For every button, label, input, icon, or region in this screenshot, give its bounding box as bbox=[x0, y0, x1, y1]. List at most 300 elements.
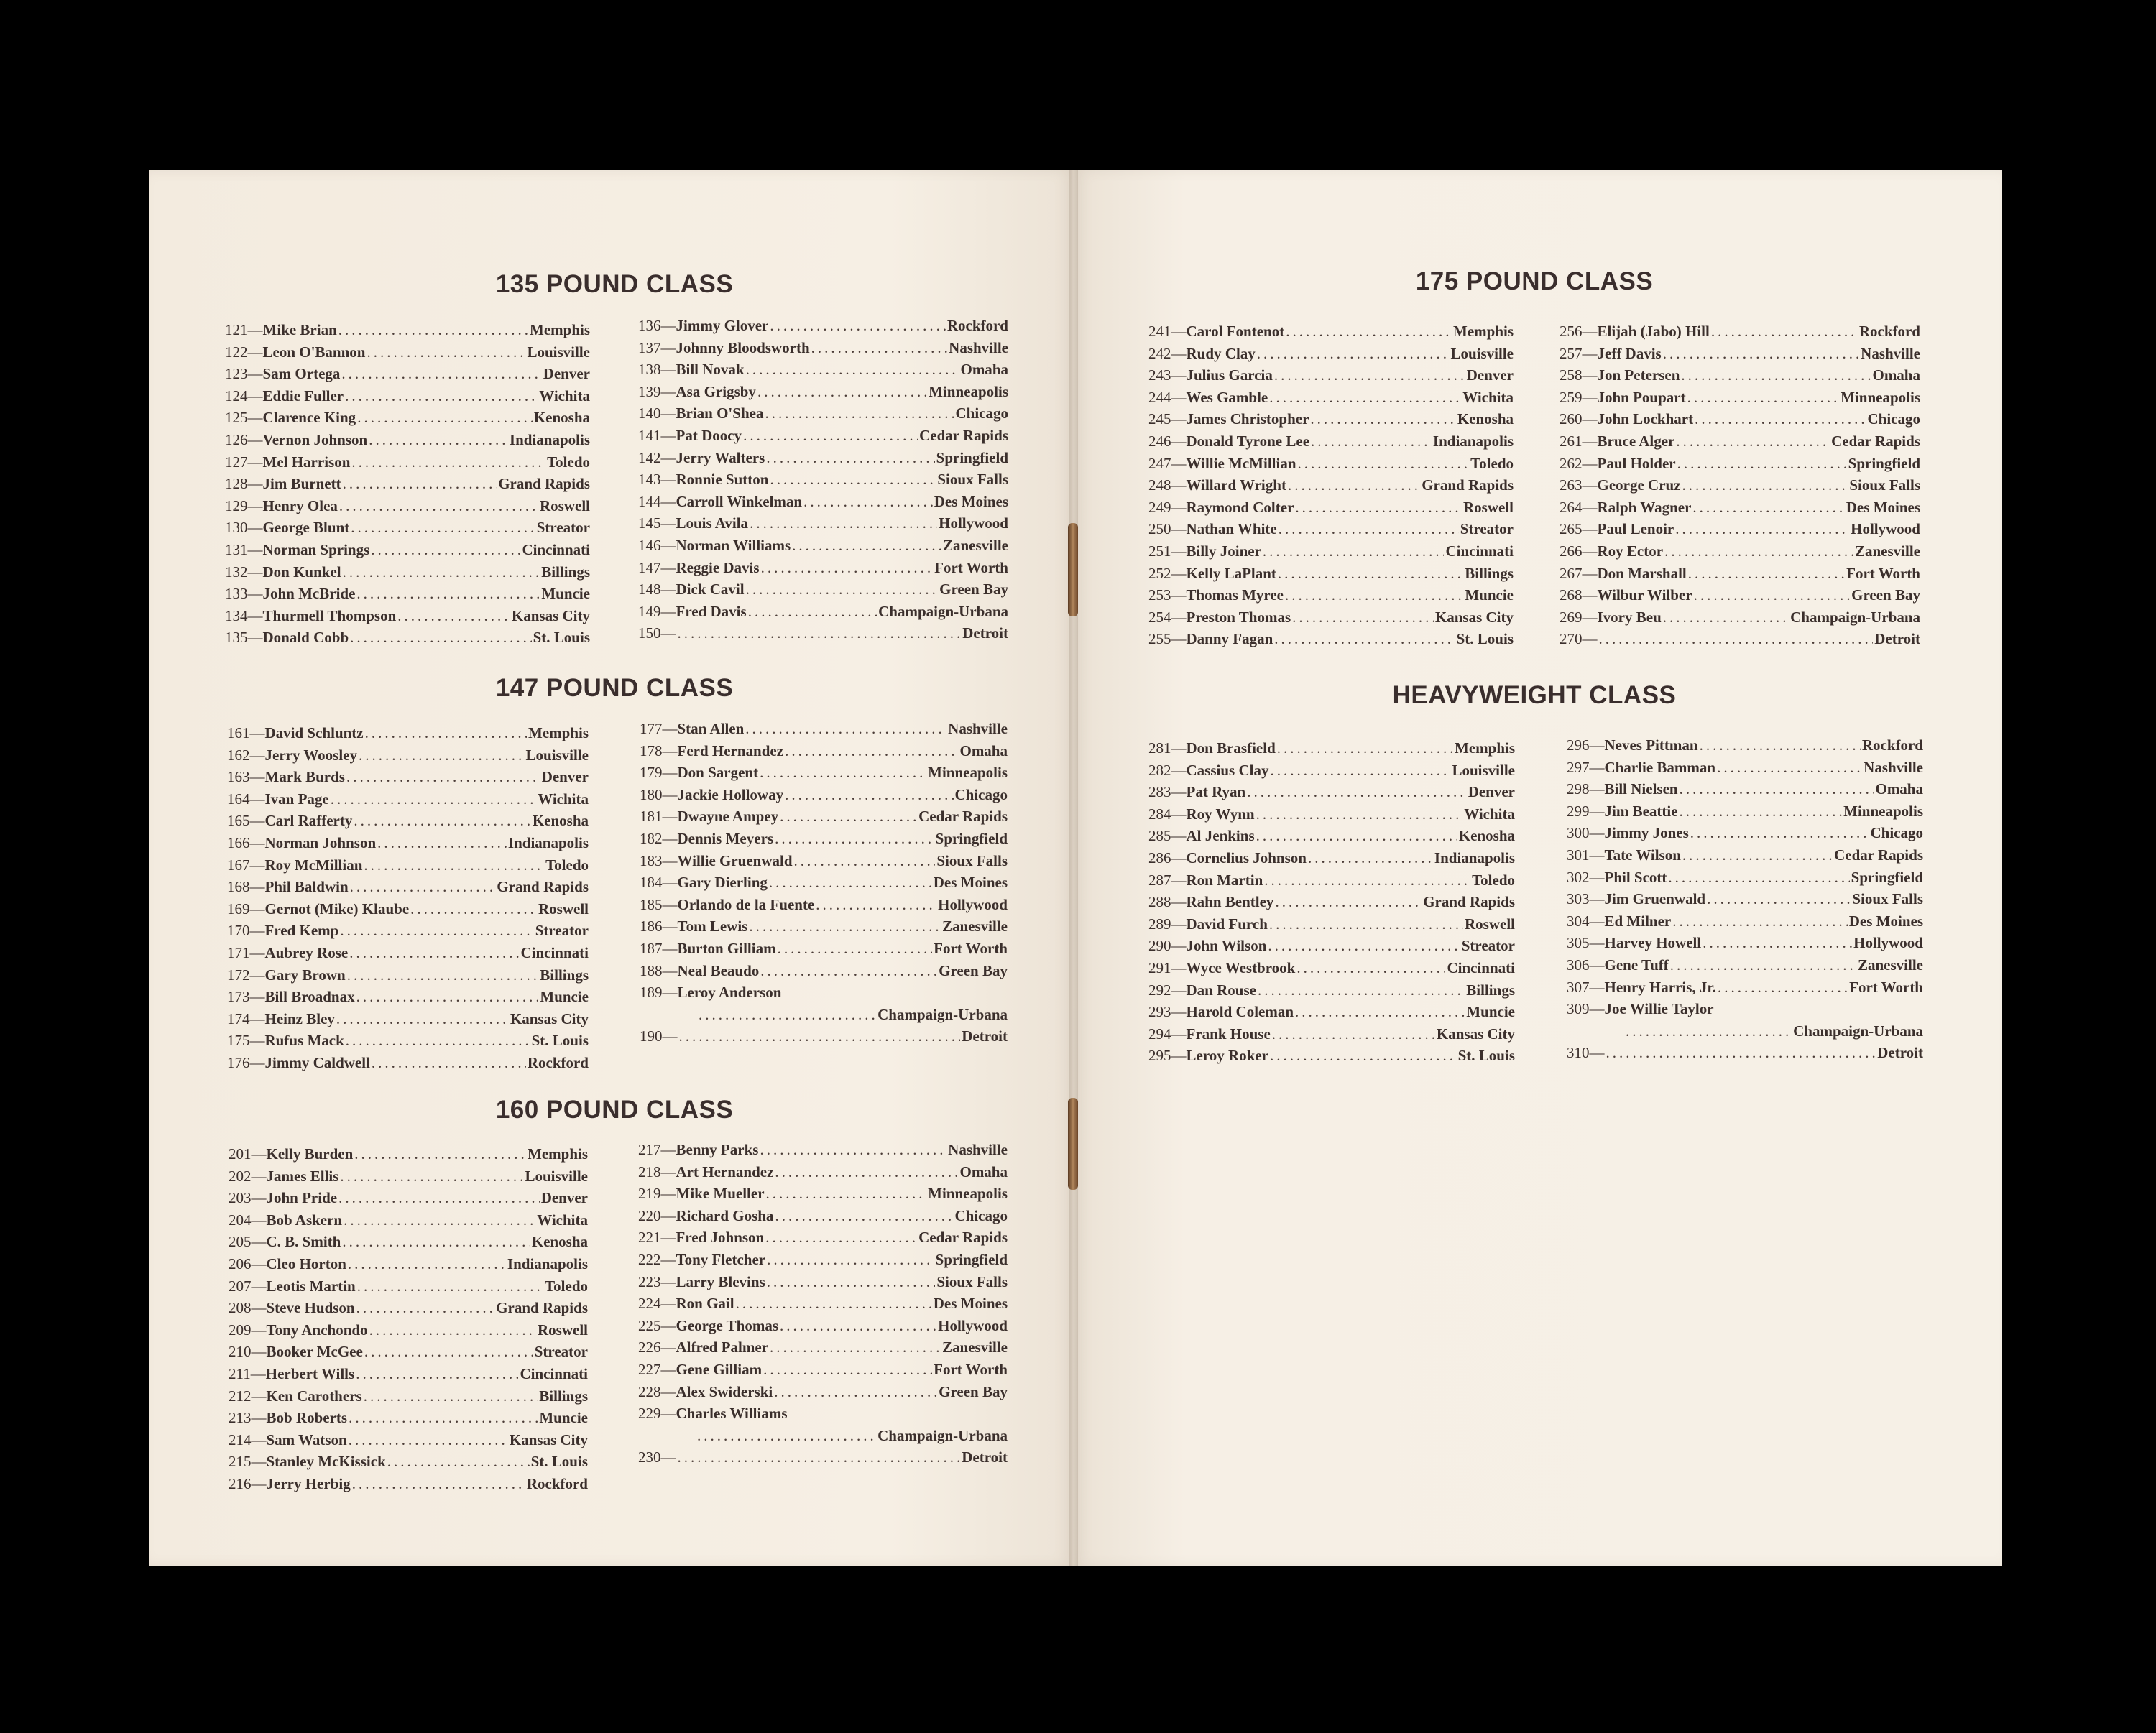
entry-dash: — bbox=[1171, 871, 1187, 889]
boxer-name: Thurmell Thompson bbox=[262, 606, 397, 624]
boxer-city: Billings bbox=[540, 966, 589, 984]
entry-dash: — bbox=[1171, 739, 1187, 757]
roster-entry bbox=[229, 1253, 588, 1275]
entry-dash: — bbox=[660, 1141, 676, 1158]
boxer-name: Tate Wilson bbox=[1604, 846, 1681, 864]
entry-dash: — bbox=[249, 724, 265, 741]
boxer-name: John Poupart bbox=[1597, 388, 1686, 406]
boxer-city: Kenosha bbox=[1457, 410, 1514, 428]
boxer-city: Springfield bbox=[935, 829, 1008, 847]
entry-dash: — bbox=[1589, 890, 1605, 908]
leader-dots bbox=[351, 517, 535, 539]
leader-dots bbox=[354, 1143, 526, 1165]
leader-dots bbox=[766, 1183, 927, 1205]
roster-entry bbox=[638, 315, 1008, 337]
roster-entry bbox=[229, 1429, 588, 1451]
entry-number: 163 bbox=[227, 768, 250, 786]
boxer-city: Chicago bbox=[954, 785, 1008, 803]
entry-number: 304 bbox=[1567, 912, 1590, 930]
entry-dash: — bbox=[1171, 958, 1187, 976]
entry-number: 223 bbox=[638, 1272, 661, 1290]
boxer-city: Rockford bbox=[946, 317, 1008, 334]
boxer-city: Kansas City bbox=[511, 606, 590, 624]
entry-number: 302 bbox=[1567, 868, 1590, 886]
leader-dots bbox=[743, 425, 918, 447]
boxer-city: Fort Worth bbox=[1846, 564, 1920, 582]
leader-dots bbox=[699, 1004, 876, 1026]
leader-dots bbox=[1310, 408, 1455, 430]
entry-number: 292 bbox=[1148, 981, 1171, 999]
roster-entry bbox=[1148, 957, 1515, 979]
entry-dash: — bbox=[1171, 542, 1187, 560]
leader-dots bbox=[1270, 759, 1450, 782]
boxer-name: David Schluntz bbox=[264, 724, 364, 741]
entry-dash: — bbox=[251, 1387, 267, 1405]
leader-dots bbox=[1256, 803, 1463, 826]
entry-number: 162 bbox=[227, 746, 250, 764]
roster-entry bbox=[227, 964, 589, 986]
roster-entry bbox=[638, 1402, 1008, 1425]
entry-number: 165 bbox=[227, 812, 250, 830]
entry-number: 269 bbox=[1560, 608, 1583, 626]
entry-number: 254 bbox=[1148, 608, 1171, 626]
entry-dash: — bbox=[660, 338, 676, 356]
entry-number: 173 bbox=[227, 988, 250, 1006]
boxer-city: Sioux Falls bbox=[936, 851, 1008, 869]
boxer-name: Kelly LaPlant bbox=[1186, 564, 1276, 582]
boxer-city: St. Louis bbox=[530, 1453, 588, 1471]
entry-number: 211 bbox=[229, 1364, 251, 1382]
leader-dots bbox=[343, 561, 540, 583]
roster-entry bbox=[1148, 1045, 1515, 1067]
boxer-city: Roswell bbox=[538, 1321, 588, 1339]
leader-dots bbox=[1298, 453, 1470, 475]
boxer-name: Danny Fagan bbox=[1186, 630, 1273, 648]
entry-dash: — bbox=[1171, 981, 1187, 999]
boxer-name: Jimmy Jones bbox=[1604, 824, 1689, 842]
leader-dots bbox=[1606, 1042, 1876, 1064]
boxer-name: Don Sargent bbox=[677, 764, 759, 782]
entry-dash: — bbox=[247, 519, 263, 537]
entry-number: 186 bbox=[640, 918, 663, 935]
entry-number: 190 bbox=[640, 1027, 663, 1045]
entry-number: 168 bbox=[227, 878, 250, 896]
boxer-city: Muncie bbox=[540, 988, 589, 1006]
leader-dots bbox=[775, 1205, 953, 1227]
roster-entry bbox=[225, 451, 590, 473]
entry-number: 267 bbox=[1560, 564, 1583, 582]
entry-dash: — bbox=[249, 790, 265, 808]
roster-entry bbox=[1567, 1042, 1923, 1064]
boxer-city: Louisville bbox=[527, 343, 590, 361]
entry-number: 213 bbox=[229, 1409, 252, 1427]
boxer-city: Wichita bbox=[538, 790, 589, 808]
entry-dash: — bbox=[1171, 410, 1187, 428]
roster-entry bbox=[1560, 518, 1920, 540]
entry-number: 290 bbox=[1148, 937, 1171, 955]
entry-number: 258 bbox=[1560, 366, 1583, 384]
roster-entry bbox=[225, 583, 590, 605]
entry-number: 121 bbox=[225, 321, 248, 338]
leader-dots bbox=[1285, 584, 1463, 606]
roster-entry bbox=[229, 1363, 588, 1385]
boxer-city: Kenosha bbox=[1458, 827, 1515, 845]
entry-dash: — bbox=[251, 1431, 267, 1448]
entry-dash: — bbox=[1582, 608, 1598, 626]
boxer-name: Paul Lenoir bbox=[1597, 520, 1674, 538]
leader-dots bbox=[1663, 606, 1789, 629]
roster-entry bbox=[1148, 847, 1515, 869]
leader-dots bbox=[767, 1271, 936, 1293]
roster-entry bbox=[227, 744, 589, 767]
leader-dots bbox=[1692, 496, 1844, 519]
boxer-name: Ron Martin bbox=[1186, 871, 1263, 889]
roster-entry bbox=[227, 788, 589, 810]
boxer-city: Indianapolis bbox=[509, 430, 590, 448]
entry-dash: — bbox=[1589, 934, 1605, 952]
boxer-name: Tony Fletcher bbox=[676, 1250, 766, 1268]
roster-entry bbox=[1567, 800, 1923, 823]
leader-dots bbox=[769, 872, 932, 894]
boxer-name: Sam Watson bbox=[266, 1431, 347, 1448]
entry-number: 144 bbox=[638, 492, 661, 510]
boxer-city: Memphis bbox=[528, 1145, 588, 1163]
entry-dash: — bbox=[1589, 758, 1605, 776]
boxer-name: George Cruz bbox=[1597, 476, 1681, 494]
entry-dash: — bbox=[662, 741, 678, 759]
boxer-city: Nashville bbox=[949, 338, 1008, 356]
roster-entry bbox=[225, 539, 590, 561]
leader-dots bbox=[1676, 430, 1830, 453]
boxer-name: Louis Avila bbox=[676, 514, 749, 532]
boxer-name: Bob Roberts bbox=[266, 1409, 348, 1427]
entry-dash: — bbox=[1582, 323, 1598, 340]
entry-number: 291 bbox=[1148, 958, 1171, 976]
entry-dash: — bbox=[660, 624, 676, 642]
boxer-name: Burton Gilliam bbox=[677, 939, 776, 957]
entry-number: 282 bbox=[1148, 761, 1171, 779]
leader-dots bbox=[1264, 869, 1470, 892]
roster-entry bbox=[1567, 822, 1923, 844]
leader-dots bbox=[359, 744, 524, 767]
entry-number: 125 bbox=[225, 409, 248, 427]
boxer-city: Green Bay bbox=[939, 1382, 1008, 1400]
boxer-name: Al Jenkins bbox=[1186, 827, 1255, 845]
boxer-city: Roswell bbox=[540, 496, 590, 514]
roster-entry bbox=[1148, 606, 1514, 629]
entry-dash: — bbox=[1582, 630, 1598, 648]
entry-number: 208 bbox=[229, 1299, 252, 1317]
boxer-name: James Christopher bbox=[1186, 410, 1309, 428]
roster-entry bbox=[638, 1183, 1008, 1205]
roster-entry bbox=[229, 1319, 588, 1341]
leader-dots bbox=[1711, 320, 1858, 343]
roster-entry bbox=[229, 1275, 588, 1298]
entry-dash: — bbox=[660, 471, 676, 489]
leader-dots bbox=[1247, 781, 1467, 803]
leader-dots bbox=[356, 1363, 518, 1385]
entry-dash: — bbox=[249, 966, 265, 984]
boxer-city: Omaha bbox=[960, 361, 1008, 379]
entry-number: 261 bbox=[1560, 432, 1583, 450]
boxer-city: Billings bbox=[539, 1387, 588, 1405]
boxer-city: Louisville bbox=[525, 1167, 588, 1185]
roster-entry bbox=[225, 407, 590, 429]
roster-entry bbox=[640, 762, 1008, 784]
roster-entry bbox=[638, 1161, 1008, 1183]
roster-entry bbox=[227, 854, 589, 877]
boxer-name: Charlie Bamman bbox=[1604, 758, 1716, 776]
boxer-city: Streator bbox=[1461, 937, 1515, 955]
entry-number: 264 bbox=[1560, 498, 1583, 516]
entry-dash: — bbox=[249, 922, 265, 940]
roster-175-right bbox=[1560, 320, 1920, 650]
entry-dash: — bbox=[1582, 432, 1598, 450]
roster-entry bbox=[1560, 320, 1920, 343]
leader-dots bbox=[1270, 1045, 1457, 1067]
roster-entry bbox=[1560, 496, 1920, 519]
entry-dash: — bbox=[1582, 344, 1598, 362]
boxer-city: Cedar Rapids bbox=[1834, 846, 1923, 864]
boxer-city: Des Moines bbox=[934, 492, 1008, 510]
boxer-city: Zanesville bbox=[1857, 956, 1923, 974]
boxer-name: Phil Scott bbox=[1604, 868, 1667, 886]
boxer-name: Mike Mueller bbox=[676, 1185, 765, 1203]
entry-dash: — bbox=[1589, 824, 1605, 842]
roster-entry bbox=[227, 876, 589, 898]
roster-entry bbox=[229, 1385, 588, 1408]
boxer-city: St. Louis bbox=[1456, 630, 1514, 648]
boxer-city: Springfield bbox=[935, 1250, 1008, 1268]
entry-number: 167 bbox=[227, 856, 250, 874]
entry-number: 255 bbox=[1148, 630, 1171, 648]
boxer-city: Wichita bbox=[1464, 805, 1515, 823]
leader-dots bbox=[746, 359, 959, 381]
leader-dots bbox=[387, 1451, 530, 1473]
boxer-name: Eddie Fuller bbox=[262, 387, 344, 405]
entry-dash: — bbox=[662, 984, 678, 1002]
boxer-city: Streator bbox=[536, 519, 590, 537]
entry-number: 243 bbox=[1148, 366, 1171, 384]
leader-dots bbox=[1663, 343, 1859, 365]
entry-dash: — bbox=[251, 1453, 267, 1471]
entry-dash: — bbox=[1582, 520, 1598, 538]
boxer-name: Ed Milner bbox=[1604, 912, 1672, 930]
boxer-name: Bill Broadnax bbox=[264, 988, 355, 1006]
entry-number: 126 bbox=[225, 430, 248, 448]
leader-dots bbox=[349, 1429, 508, 1451]
roster-entry bbox=[1567, 976, 1923, 999]
leader-dots bbox=[338, 1187, 540, 1209]
roster-entry bbox=[225, 561, 590, 583]
leader-dots bbox=[343, 473, 497, 495]
roster-entry bbox=[640, 1004, 1008, 1026]
boxer-name: Jim Beattie bbox=[1604, 802, 1678, 820]
entry-dash: — bbox=[1171, 520, 1187, 538]
leader-dots bbox=[1263, 540, 1445, 563]
roster-entry bbox=[1148, 891, 1515, 913]
boxer-name: Alex Swiderski bbox=[676, 1382, 773, 1400]
entry-number: 245 bbox=[1148, 410, 1171, 428]
entry-number: 172 bbox=[227, 966, 250, 984]
leader-dots bbox=[1664, 540, 1853, 563]
boxer-name: Willard Wright bbox=[1186, 476, 1286, 494]
roster-entry bbox=[1148, 869, 1515, 892]
entry-dash: — bbox=[1171, 827, 1187, 845]
boxer-city: Fort Worth bbox=[934, 939, 1008, 957]
entry-number: 225 bbox=[638, 1316, 661, 1334]
boxer-city: Minneapolis bbox=[1841, 388, 1920, 406]
boxer-name: Carroll Winkelman bbox=[676, 492, 803, 510]
roster-entry bbox=[1560, 563, 1920, 585]
entry-dash: — bbox=[1589, 956, 1605, 974]
roster-entry bbox=[638, 402, 1008, 425]
boxer-city: Rockford bbox=[1861, 736, 1923, 754]
entry-number: 284 bbox=[1148, 805, 1171, 823]
leader-dots bbox=[349, 942, 519, 964]
leader-dots bbox=[750, 512, 937, 535]
leader-dots bbox=[749, 915, 941, 938]
boxer-name: Julius Garcia bbox=[1186, 366, 1273, 384]
boxer-city: Toledo bbox=[545, 1277, 588, 1295]
entry-number: 259 bbox=[1560, 388, 1583, 406]
boxer-city: Green Bay bbox=[939, 581, 1008, 599]
leader-dots bbox=[1256, 825, 1457, 847]
roster-entry bbox=[640, 981, 1008, 1004]
leader-dots bbox=[736, 1293, 932, 1315]
roster-entry bbox=[227, 1052, 589, 1074]
entry-number: 289 bbox=[1148, 915, 1171, 933]
roster-entry bbox=[1148, 979, 1515, 1002]
boxer-name: Ferd Hernandez bbox=[677, 741, 784, 759]
entry-dash: — bbox=[660, 1250, 676, 1268]
roster-entry bbox=[1148, 935, 1515, 957]
entry-number: 260 bbox=[1560, 410, 1583, 428]
leader-dots bbox=[1278, 563, 1463, 585]
boxer-city: Wichita bbox=[539, 387, 590, 405]
roster-entry bbox=[227, 1008, 589, 1030]
section-title-147: 147 POUND CLASS bbox=[495, 674, 734, 702]
leader-dots bbox=[346, 1030, 530, 1052]
boxer-city: Zanesville bbox=[941, 1339, 1008, 1357]
entry-dash: — bbox=[249, 1009, 265, 1027]
leader-dots bbox=[341, 363, 541, 385]
entry-dash: — bbox=[247, 343, 263, 361]
roster-entry bbox=[225, 363, 590, 385]
leader-dots bbox=[1670, 954, 1856, 976]
boxer-name: Norman Williams bbox=[676, 536, 791, 554]
leader-dots bbox=[1269, 387, 1461, 409]
boxer-city: Streator bbox=[1460, 520, 1514, 538]
boxer-city: Green Bay bbox=[939, 961, 1008, 979]
entry-dash: — bbox=[660, 514, 676, 532]
entry-dash: — bbox=[1171, 630, 1187, 648]
entry-dash: — bbox=[660, 1295, 676, 1313]
roster-entry bbox=[1148, 584, 1514, 606]
entry-dash: — bbox=[660, 1185, 676, 1203]
leader-dots bbox=[763, 1359, 932, 1381]
leader-dots bbox=[1718, 976, 1848, 999]
boxer-name: Mark Burds bbox=[264, 768, 345, 786]
boxer-name: Cornelius Johnson bbox=[1186, 849, 1307, 866]
leader-dots bbox=[803, 491, 933, 513]
boxer-city: Toledo bbox=[547, 453, 590, 471]
entry-dash: — bbox=[1589, 736, 1605, 754]
roster-entry bbox=[1148, 474, 1514, 496]
roster-entry bbox=[638, 1425, 1008, 1447]
entry-number: 246 bbox=[1148, 432, 1171, 450]
entry-number: 217 bbox=[638, 1141, 661, 1158]
boxer-name: Paul Holder bbox=[1597, 454, 1676, 472]
section-title-175: 175 POUND CLASS bbox=[1415, 267, 1654, 295]
boxer-name: Cassius Clay bbox=[1186, 761, 1269, 779]
entry-dash: — bbox=[1582, 410, 1598, 428]
entry-dash: — bbox=[249, 812, 265, 830]
entry-dash: — bbox=[247, 629, 263, 647]
entry-dash: — bbox=[249, 900, 265, 918]
entry-dash: — bbox=[1171, 608, 1187, 626]
entry-dash: — bbox=[660, 1229, 676, 1247]
roster-entry bbox=[229, 1209, 588, 1231]
boxer-city: Denver bbox=[543, 365, 590, 383]
entry-number: 307 bbox=[1567, 978, 1590, 996]
entry-dash: — bbox=[247, 365, 263, 383]
entry-number: 127 bbox=[225, 453, 248, 471]
boxer-city: Hollywood bbox=[1853, 934, 1923, 952]
entry-number: 189 bbox=[640, 984, 663, 1002]
roster-entry bbox=[638, 578, 1008, 601]
entry-dash: — bbox=[1171, 323, 1187, 340]
leader-dots bbox=[1694, 584, 1851, 606]
roster-entry bbox=[1560, 453, 1920, 475]
boxer-name: Jimmy Glover bbox=[676, 317, 769, 334]
leader-dots bbox=[339, 495, 538, 517]
entry-number: 218 bbox=[638, 1163, 661, 1180]
boxer-name: Heinz Bley bbox=[264, 1009, 335, 1027]
entry-number: 187 bbox=[640, 939, 663, 957]
entry-number: 148 bbox=[638, 581, 661, 599]
leader-dots bbox=[357, 407, 533, 429]
leader-dots bbox=[1700, 734, 1861, 757]
leader-dots bbox=[1682, 844, 1833, 866]
roster-entry bbox=[1148, 1001, 1515, 1023]
leader-dots bbox=[774, 1381, 937, 1403]
entry-number: 266 bbox=[1560, 542, 1583, 560]
roster-entry bbox=[638, 491, 1008, 513]
entry-number: 297 bbox=[1567, 758, 1590, 776]
leader-dots bbox=[1257, 343, 1450, 365]
boxer-name: Joe Willie Taylor bbox=[1604, 1000, 1714, 1018]
roster-entry bbox=[227, 766, 589, 788]
entry-dash: — bbox=[1582, 476, 1598, 494]
leader-dots bbox=[780, 805, 917, 828]
boxer-name: John Wilson bbox=[1186, 937, 1267, 955]
entry-dash: — bbox=[247, 540, 263, 558]
roster-entry bbox=[227, 920, 589, 942]
entry-dash: — bbox=[1171, 564, 1187, 582]
roster-entry bbox=[1567, 778, 1923, 800]
entry-dash: — bbox=[1582, 564, 1598, 582]
leader-dots bbox=[1680, 778, 1874, 800]
boxer-name: Gene Tuff bbox=[1604, 956, 1669, 974]
boxer-name: Booker McGee bbox=[266, 1343, 363, 1361]
entry-dash: — bbox=[660, 317, 676, 334]
boxer-city: Zanesville bbox=[941, 918, 1008, 935]
boxer-city: Omaha bbox=[1872, 366, 1920, 384]
boxer-city: Memphis bbox=[528, 724, 589, 741]
boxer-name: Pat Ryan bbox=[1186, 783, 1246, 801]
boxer-city: Kansas City bbox=[510, 1009, 589, 1027]
